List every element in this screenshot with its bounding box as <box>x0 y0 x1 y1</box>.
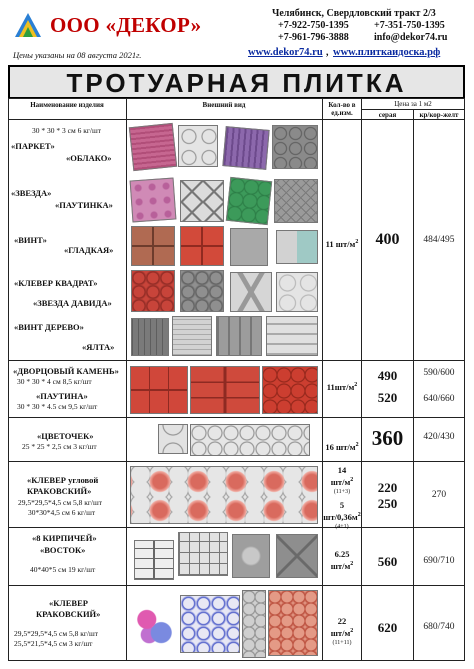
price-color-tsvetochek: 420/430 <box>423 432 455 442</box>
tile-image-pautinka-gray <box>274 179 318 223</box>
qty-value: 22 <box>337 616 347 626</box>
price-gray-8-kirpichey: 560 <box>377 554 398 569</box>
tile-image-parket <box>129 123 177 171</box>
tile-image-klever-pink <box>130 604 178 648</box>
tile-image-parket-violet <box>222 126 269 170</box>
address: Челябинск, Свердловский тракт 2/3 <box>272 8 436 19</box>
tile-image-yalta-light <box>266 316 318 356</box>
qty-note-2: (4+1) <box>335 523 349 530</box>
tile-image-vostok-dark <box>276 534 318 578</box>
tile-image-klever-red-laid <box>268 590 318 656</box>
tile-image-star-gray <box>180 180 224 222</box>
price-gray-klever-2: 250 <box>377 496 398 511</box>
tile-image-dvortsovy-1 <box>130 366 188 414</box>
size-tsvetochek: 25 * 25 * 2,5 см 3 кг/шт <box>22 442 97 451</box>
tile-image-derevo-light <box>172 316 212 356</box>
price-color-pautina: 640/660 <box>423 394 455 404</box>
qty-unit-2: шт/0,36м <box>323 511 358 522</box>
qty-section3 <box>323 440 361 452</box>
qty-unit: шт/м <box>330 560 351 571</box>
size-klever-krakovsky-1: 29,5*29,5*4,5 см 5,8 кг/шт <box>14 629 99 638</box>
product-krakovsky-2: КРАКОВСКИЙ» <box>36 609 101 619</box>
qty-sup: 2 <box>350 561 354 567</box>
phone-2: +7-351-750-1395 <box>374 20 445 31</box>
price-color-section1: 484/495 <box>423 235 455 245</box>
col-price-header: Цена за 1 м2 <box>394 100 432 108</box>
tile-image-klever-red <box>131 270 175 312</box>
price-color-klever-krakovsky: 680/740 <box>423 622 455 632</box>
tile-image-klever-uglovoy <box>130 466 318 524</box>
qty-sup-1: 2 <box>350 477 354 483</box>
qty-value-1: 14 <box>337 465 347 475</box>
tile-image-klever-gray-laid <box>242 590 266 658</box>
size-klever-krakovsky-2: 25,5*21,5*4,5 см 3 кг/шт <box>14 639 93 648</box>
product-gladkaya: «ГЛАДКАЯ» <box>64 245 114 255</box>
tile-image-vint-derevo <box>131 318 169 356</box>
qty-value: 11 шт/м <box>325 238 356 249</box>
tile-image-pautinka-green <box>226 177 272 225</box>
price-gray-section1: 400 <box>375 231 400 248</box>
qty-unit-1: шт/м <box>330 476 351 487</box>
date-note: Цены указаны на 08 августа 2021г. <box>13 50 142 60</box>
price-gray-klever-krakovsky: 620 <box>377 620 398 635</box>
col-gray-header: серая <box>378 111 397 119</box>
qty-value: 16 шт/м <box>325 441 356 452</box>
company-logo <box>14 12 42 38</box>
product-vint-derevo: «ВИНТ ДЕРЕВО» <box>14 322 84 332</box>
product-tsvetochek: «ЦВЕТОЧЕК» <box>37 431 94 441</box>
qty-note: (11+11) <box>332 639 352 646</box>
qty-sup-2: 2 <box>357 511 361 518</box>
price-color-klever: 270 <box>431 490 447 500</box>
tile-image-klever-blue <box>180 595 240 653</box>
qty-sup: 2 <box>355 239 359 245</box>
phone-3: +7-961-796-3888 <box>278 32 349 43</box>
product-pautina: «ПАУТИНА» <box>36 391 88 401</box>
qty-section6 <box>323 616 361 648</box>
tile-image-vostok-gray <box>232 534 270 578</box>
product-vostok: «ВОСТОК» <box>40 545 86 555</box>
tile-image-8-kirpichey <box>134 540 174 580</box>
col-name-header: Наименование изделия <box>30 101 104 109</box>
tile-image-zvezda-davida <box>230 272 272 312</box>
price-gray-klever-1: 220 <box>377 480 398 495</box>
qty-sup: 2 <box>355 442 359 448</box>
site-separator: , <box>326 47 329 58</box>
product-parket: «ПАРКЕТ» <box>11 141 55 151</box>
product-zvezda: «ЗВЕЗДА» <box>11 188 52 198</box>
product-vint: «ВИНТ» <box>14 235 47 245</box>
product-klever-kvadrat: «КЛЕВЕР КВАДРАТ» <box>14 278 98 288</box>
product-klever: «КЛЕВЕР <box>49 598 88 608</box>
qty-value-2: 5 <box>339 499 345 510</box>
tile-image-gladkaya-gray <box>230 228 268 266</box>
tile-image-tsvetochek-single <box>158 424 188 454</box>
product-yalta: «ЯЛТА» <box>82 342 115 352</box>
tile-image-dvortsovy-2 <box>190 366 260 414</box>
tile-image-pautina <box>262 366 318 414</box>
phone-1: +7-922-750-1395 <box>278 20 349 31</box>
tile-image-cloud-gray <box>272 125 318 169</box>
page-title: ТРОТУАРНАЯ ПЛИТКА <box>8 65 465 99</box>
price-gray-tsvetochek: 360 <box>371 426 404 450</box>
size-8-kirpichey: 40*40*5 см 19 кг/шт <box>30 565 96 574</box>
product-oblako: «ОБЛАКО» <box>66 153 112 163</box>
tile-image-vint-red <box>180 226 224 266</box>
qty-unit: шт/м <box>330 627 351 638</box>
price-gray-dvortsovy: 490 <box>377 368 398 383</box>
qty-section5 <box>323 549 361 571</box>
qty-value: 11шт/м <box>326 381 355 392</box>
product-krakovsky: КРАКОВСКИЙ» <box>27 486 92 496</box>
site-link-2[interactable]: www.плиткаидоска.рф <box>333 47 441 58</box>
qty-value: 6.25 <box>334 549 350 559</box>
size-klever-2: 30*30*4,5 см 6 кг/шт <box>28 508 96 517</box>
email[interactable]: info@dekor74.ru <box>374 32 448 43</box>
tile-image-vint <box>131 226 175 266</box>
price-color-dvortsovy: 590/600 <box>423 368 455 378</box>
col-color-header: кр/кор-желт <box>419 111 459 119</box>
product-dvortsovy: «ДВОРЦОВЫЙ КАМЕНЬ» <box>13 366 119 376</box>
col-qty-header: Кол-во в ед.изм. <box>328 101 356 117</box>
tile-image-tsvetochek-laid <box>190 424 310 456</box>
product-klever-uglovoy: «КЛЕВЕР угловой <box>27 475 99 485</box>
product-8-kirpichey: «8 КИРПИЧЕЙ» <box>32 533 97 543</box>
tile-image-vostok-laid <box>178 532 228 576</box>
tile-image-oblako <box>178 125 218 167</box>
tile-image-star-light <box>276 272 318 312</box>
qty-section1 <box>323 237 361 249</box>
size-pautina: 30 * 30 * 4.5 см 9,5 кг/шт <box>17 402 98 411</box>
col-view-header: Внешний вид <box>202 101 246 109</box>
price-gray-pautina: 520 <box>377 390 398 405</box>
size-dvortsovy: 30 * 30 * 4 см 8,5 кг/шт <box>17 377 92 386</box>
tile-image-klever-gray <box>180 270 224 312</box>
size-klever-1: 29,5*29,5*4,5 см 5,8 кг/шт <box>18 498 103 507</box>
qty-sup: 2 <box>354 382 358 388</box>
qty-section4 <box>323 465 361 532</box>
qty-section2 <box>323 380 361 392</box>
company-name: ООО «ДЕКОР» <box>50 13 202 37</box>
price-color-8-kirpichey: 690/710 <box>423 556 455 566</box>
tile-image-gladkaya-quad <box>276 230 318 264</box>
tile-image-zvezda <box>130 178 177 223</box>
site-link-1[interactable]: www.dekor74.ru <box>248 47 323 58</box>
tile-image-yalta-gray <box>216 316 262 356</box>
size-note: 30 * 30 * 3 см 6 кг/шт <box>32 126 102 135</box>
product-zvezda-davida: «ЗВЕЗДА ДАВИДА» <box>33 298 112 308</box>
qty-sup: 2 <box>350 628 354 634</box>
product-pautinka: «ПАУТИНКА» <box>55 200 113 210</box>
qty-note-1: (11+3) <box>333 488 351 495</box>
